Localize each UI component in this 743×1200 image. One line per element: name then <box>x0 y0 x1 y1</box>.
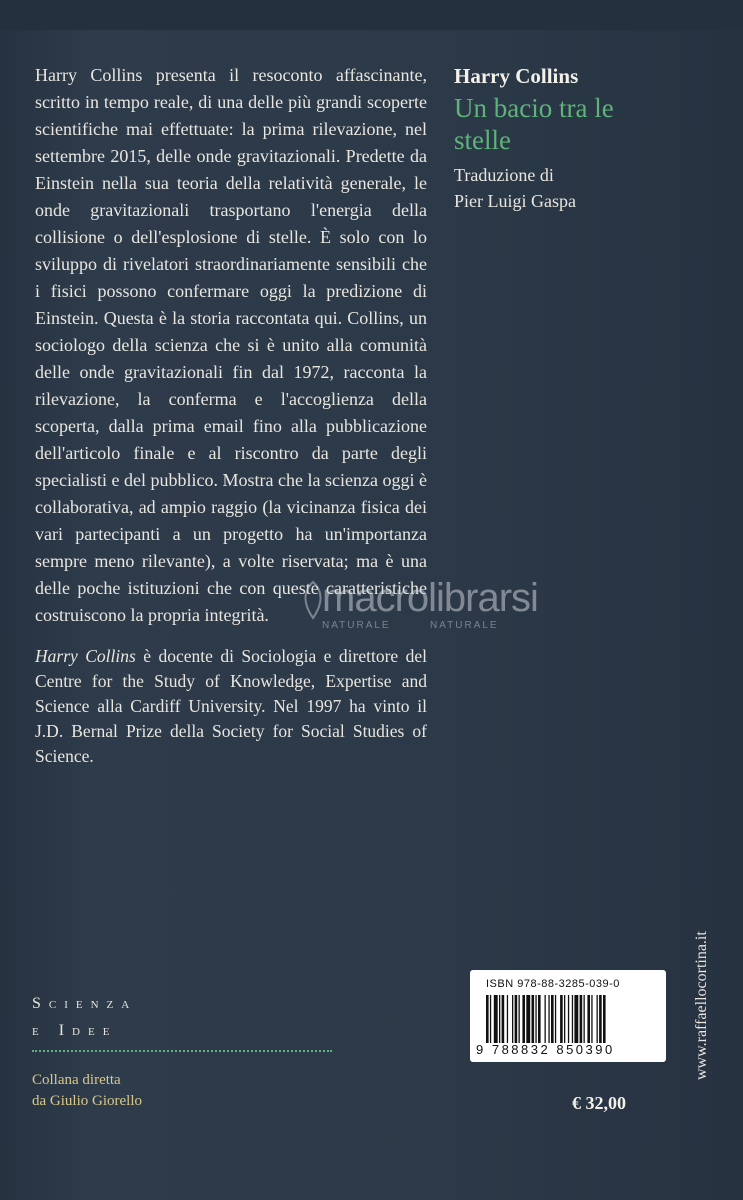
series-editor <box>32 1070 142 1112</box>
author-bio <box>35 644 427 769</box>
bio-text: è docente di Sociologia e direttore del Centre for the Study of Knowledge, Expertise and Science alla Cardiff University. Nel 1997 ha vinto il J.D. Bernal Prize della Society for Social Studies of Science. <box>35 646 427 766</box>
barcode-icon <box>484 995 654 1043</box>
collana-line-2: da Giulio Giorello <box>32 1093 142 1109</box>
price: € 32,00 <box>572 1093 626 1113</box>
watermark-sub-left: NATURALE <box>322 620 391 631</box>
barcode-digits: 9 788832 850390 <box>476 1042 615 1057</box>
watermark <box>300 576 538 638</box>
book-title: Un bacio tra le stelle <box>454 93 614 155</box>
isbn-label: ISBN 978-88-3285-039-0 <box>486 978 620 990</box>
barcode-box <box>470 970 666 1062</box>
cover-top-edge <box>0 0 743 30</box>
blurb-text: Harry Collins presenta il resoconto affascinante, scritto in tempo reale, di una delle più grandi scoperte scientifiche mai effettuate: la prima rilevazione, nel settembre 2015, delle onde gravitazionali. Predette da Einstein nella sua teoria della relatività generale, le onde gravitazionali trasportano l'energia della collisione o dell'esplosione di stelle. È solo con lo sviluppo di rivelatori straordinariamente sensibili che i fisici possono confermare oggi la predizione di Einstein. Questa è la storia raccontata qui. Collins, un sociologo della scienza che si è unito alla comunità delle onde gravitazionali fin dal 1972, racconta la rilevazione, la conferma e l'accoglienza della scoperta, dalla prima email fino alla pubblicazione dell'articolo finale e al riscontro da parte degli specialisti e del pubblico. Mostra che la scienza oggi è collaborativa, ad ampio raggio (la vicinanza fisica dei vari partecipanti a un progetto ha un'importanza sempre meno rilevante), a volte riservata; ma è una delle poche istituzioni che con queste caratteristiche costruiscono la propria integrità. <box>35 65 427 625</box>
series-line-2: e Idee <box>32 1022 118 1039</box>
translation-label: Traduzione di <box>454 165 554 185</box>
translation-credit <box>454 162 576 214</box>
translator-name: Pier Luigi Gaspa <box>454 191 576 211</box>
watermark-brand: macrolibrarsi <box>322 576 538 620</box>
bio-author-name: Harry Collins <box>35 646 136 666</box>
dotted-divider <box>32 1050 332 1052</box>
publisher-website: www.raffaellocortina.it <box>693 931 710 1080</box>
watermark-sub-right: NATURALE <box>430 620 499 631</box>
series-line-1: Scienza <box>32 995 138 1012</box>
series-name <box>32 990 137 1044</box>
author-name: Harry Collins <box>454 64 579 88</box>
collana-line-1: Collana diretta <box>32 1072 121 1088</box>
